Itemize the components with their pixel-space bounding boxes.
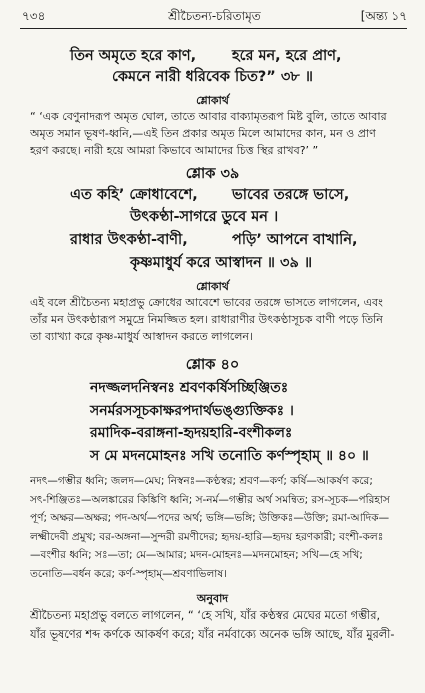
translation-1-line: অমৃত সমান ভূষণ-ধ্বনি,—এই তিন প্রকার অমৃত মিলে আমাদের কান, মন ও প্রাণ (30, 127, 376, 140)
page-header (22, 8, 407, 30)
translation-1-line: হরণ করছে। নারী হয়ে আমরা কিভাবে আমাদের চিত্ত স্থির রাখব?’ ” (30, 144, 319, 157)
glossary-line: পূর্ণ; অক্ষর—অক্ষর; পদ-অর্থ—পদের অর্থ; ভঙ্গি—ভঙ্গি; উক্তিকঃ—উক্তি; রমা-আদিক— (30, 512, 390, 525)
verse-40-line: নদজ্জলদনিস্বনঃ শ্রবণকর্ষিসচ্ছিঞ্জিতঃ (90, 380, 289, 396)
translation-label-3: অনুবাদ (196, 592, 229, 605)
verse-38-line-1-right: হরে মন, হরে প্রাণ, (232, 48, 342, 64)
verse-39-line-1-left: এত কহি’ ক্রোধাবেশে, (70, 187, 198, 203)
translation-label-1: শ্লোকার্থ (196, 94, 229, 107)
translation-1 (30, 108, 410, 159)
translation-1-line: “ ‘এক বেণুনাদরূপ অমৃত ঘোল, তাতে আবার বাক্যামৃতরূপ মিষ্ট বুলি, তাতে আবার (30, 110, 387, 123)
page-number: ৭৩৪ (22, 9, 46, 23)
verse-40-line: রমাদিক-বরাঙ্গনা-হৃদয়হারি-বংশীকলঃ (90, 425, 293, 441)
verse-39-line-2: উৎকণ্ঠা-সাগরে ডুবে মন । (130, 209, 279, 225)
verse-39-line-3-right: পড়ি’ আপনে বাখানি, (232, 232, 358, 248)
glossary-line: লক্ষ্মীদেবী প্রমুখ; বর-অঙ্গনা—সুন্দরী রমণীদের; হৃদয়-হারি—হৃদয় হরণকারী; বংশী-কলঃ (30, 530, 384, 543)
verse-40-line: স মে মদনমোহনঃ সখি তনোতি কর্ণস্পৃহাম্ ॥ ৪০ ॥ (90, 448, 369, 464)
header-rule (20, 28, 407, 29)
glossary-line: সৎ-শিঞ্জিতঃ—অলঙ্কারের কিঙ্কিণি ধ্বনি; স-নর্ম—গম্ভীর অর্থ সমন্বিত; রস-সূচক—পরিহাস (30, 493, 390, 506)
verse-40-label: শ্লোক ৪০ (185, 357, 240, 373)
translation-2 (30, 294, 410, 345)
verse-38-line-1-left: তিন অমৃতে হরে কাণ, (70, 48, 197, 64)
verse-38-line-2: কেমনে নারী ধরিবেক চিত?” ৩৮ ॥ (112, 69, 313, 85)
verse-39-label: শ্লোক ৩৯ (185, 166, 240, 182)
translation-2-line: তাঁর মন উৎকণ্ঠারূপ সমুদ্রে নিমজ্জিত হল। রাধারাণীর উৎকণ্ঠাসূচক বাণী পড়ে তিনি (30, 313, 383, 326)
translation-3-line: যাঁর ভূষণের শব্দ কর্ণকে আকর্ষণ করে; যাঁর নর্মবাক্যে অনেক ভঙ্গি আছে, যাঁর মুরলী- (30, 628, 395, 641)
chapter-marker: [অন্ত্য ১৭ (360, 9, 407, 23)
verse-39-line-4: কৃষ্ণমাধুর্য করে আস্বাদন ॥ ৩৯ ॥ (130, 255, 313, 271)
glossary-line: —বংশীর ধ্বনি; সঃ—তা; মে—আমার; মদন-মোহনঃ—মদনমোহন; সখি—হে সখি; (30, 549, 363, 562)
running-title: শ্রীচৈতন্য-চরিতামৃত (168, 9, 261, 23)
translation-3 (30, 606, 410, 644)
translation-2-line: তা ব্যাখ্যা করে কৃষ্ণ-মাধুর্য আস্বাদন করতে লাগলেন। (30, 330, 253, 343)
translation-3-line: শ্রীচৈতন্য মহাপ্রভু বলতে লাগলেন, “ ‘হে সখি, যাঁর কণ্ঠস্বর মেঘের মতো গম্ভীর, (30, 609, 381, 622)
translation-label-2: শ্লোকার্থ (196, 280, 229, 293)
verse-39-line-1-right: ভাবের তরঙ্গে ভাসে, (232, 187, 350, 203)
word-glossary (30, 472, 414, 584)
verse-39-line-3-left: রাধার উৎকণ্ঠা-বাণী, (70, 232, 188, 248)
translation-2-line: এই বলে শ্রীচৈতন্য মহাপ্রভু ক্রোধের আবেশে ভাবের তরঙ্গে ভাসতে লাগলেন, এবং (30, 296, 383, 309)
verse-40-line: সনর্মরসসূচকাক্ষরপদার্থভঙ্গ্যুক্তিকঃ । (90, 403, 294, 419)
glossary-line: তনোতি—বর্ধন করে; কর্ণ-স্পৃহাম্—শ্রবণাভিলাষ। (30, 567, 227, 580)
glossary-line: নদৎ—গম্ভীর ধ্বনি; জলদ—মেঘ; নিস্বনঃ—কণ্ঠস্বর; শ্রবণ—কর্ণ; কর্ষি—আকর্ষণ করে; (30, 475, 373, 487)
